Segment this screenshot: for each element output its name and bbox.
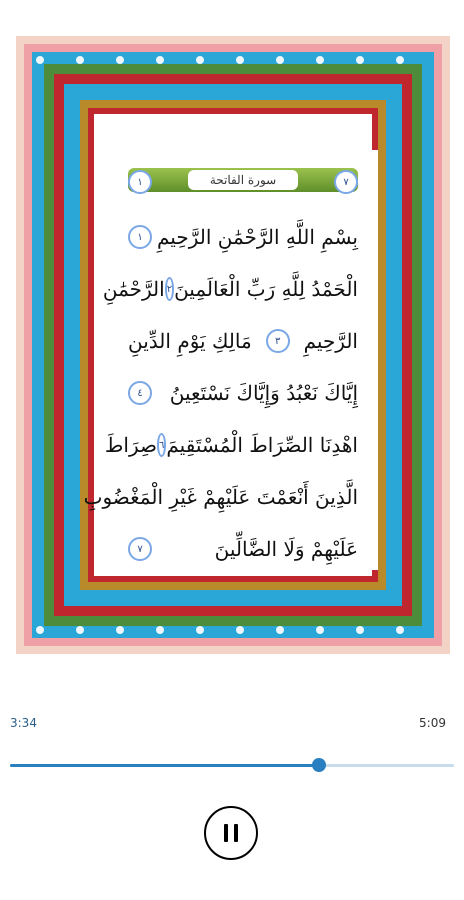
verse-line-3 (128, 324, 358, 358)
verse-text: عَلَيْهِمْ وَلَا الضَّالِّينَ (214, 537, 358, 561)
pause-button[interactable] (204, 806, 258, 860)
left-badge: ١ (128, 170, 152, 194)
ayah-number-badge: ١ (128, 225, 152, 249)
total-duration: 5:09 (419, 716, 446, 730)
verse-text: الْحَمْدُ لِلَّهِ رَبِّ الْعَالَمِينَ (174, 277, 358, 301)
ayah-number-badge: ٣ (266, 329, 290, 353)
ayah-number-badge: ٧ (128, 537, 152, 561)
verse-text: بِسْمِ اللَّهِ الرَّحْمَٰنِ الرَّحِيمِ (156, 225, 358, 249)
verse-line-6 (83, 480, 358, 514)
verse-text: إِيَّاكَ نَعْبُدُ وَإِيَّاكَ نَسْتَعِينُ (169, 381, 358, 405)
surah-panel (83, 150, 378, 570)
ayah-number-badge: ٤ (128, 381, 152, 405)
verse-text: اهْدِنَا الصِّرَاطَ الْمُسْتَقِيمَ (166, 433, 358, 457)
seek-bar-thumb[interactable] (312, 758, 326, 772)
verse-text: الرَّحِيمِ (303, 329, 358, 353)
seek-bar-track[interactable] (10, 764, 454, 767)
ayah-number-badge: ٢ (165, 277, 174, 301)
verse-tail: الرَّحْمَٰنِ (102, 277, 165, 301)
verses (83, 210, 358, 561)
surah-title: سورة الفاتحة (188, 170, 298, 190)
verse-tail: صِرَاطَ (104, 433, 157, 457)
verse-line-4 (128, 376, 358, 410)
elapsed-time: 3:34 (10, 716, 37, 730)
pause-icon (224, 824, 238, 842)
ayah-number-badge: ٦ (157, 433, 166, 457)
mushaf-page (10, 30, 456, 660)
verse-text: الَّذِينَ أَنْعَمْتَ عَلَيْهِمْ غَيْرِ الْمَغْضُوبِ (83, 485, 358, 509)
surah-title-bar (128, 168, 358, 192)
verse-line-1 (128, 220, 358, 254)
verse-line-5 (104, 428, 358, 462)
right-badge: ٧ (334, 170, 358, 194)
verse-line-2 (102, 272, 358, 306)
verse-line-7 (128, 532, 358, 566)
verse-tail: مَالِكِ يَوْمِ الدِّينِ (128, 329, 252, 353)
seek-bar-progress (10, 764, 319, 767)
